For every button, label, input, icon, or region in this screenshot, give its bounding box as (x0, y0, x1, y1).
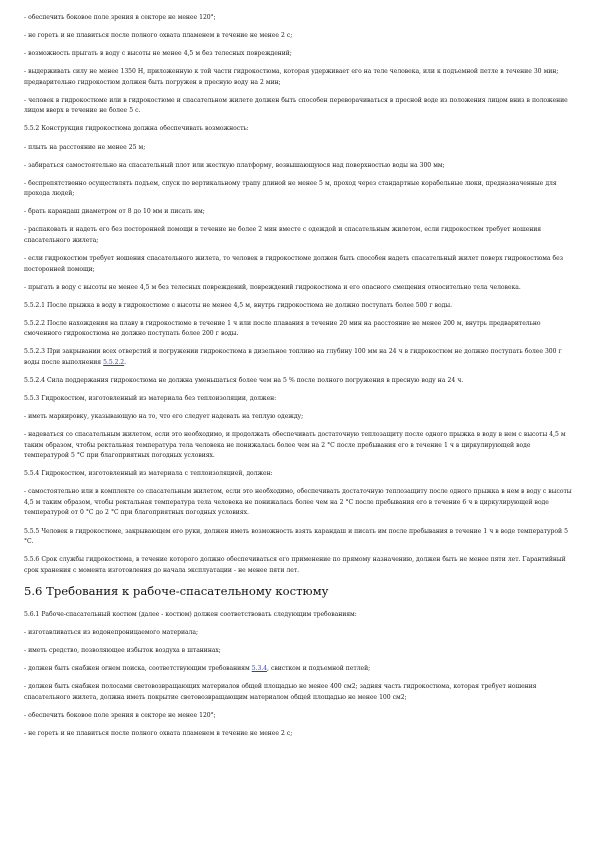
paragraph-text: - человек в гидрокостюме или в гидрокостюме и спасательном жилете должен быть способен переворачиваться в пресной воде из положения лицом вниз в положение лицом вверх в течение не более 5 с. (24, 96, 568, 115)
paragraph-text: - если гидрокостюм требует ношения спасательного жилета, то человек в гидрокостюме должен быть способен надеть спасательный жилет поверх гидрокостюма без посторонней помощи; (24, 255, 564, 273)
paragraph (24, 283, 572, 294)
paragraph-text: - не гореть и не плавиться после полного охвата пламенем в течение не менее 2 с; (24, 729, 293, 737)
paragraph-text: - беспрепятственно осуществлять подъем, спуск по вертикальному трапу длиной не менее 5 м, проход через стандартные корабельные люки, предназначенные для прохода людей; (24, 179, 557, 198)
paragraph (24, 664, 572, 675)
paragraph (24, 430, 572, 462)
paragraph-text: - обеспечить боковое поле зрения в секторе не менее 120°; (24, 711, 216, 719)
section-reference-link[interactable]: 5.5.2.2 (103, 358, 125, 366)
paragraph-text: - иметь маркировку, указывающую на то, что его следует надевать на теплую одежду; (24, 413, 304, 421)
paragraph-text: - забираться самостоятельно на спасательный плот или жесткую платформу, возвышающуюся над поверхностью воды на 300 мм; (24, 161, 445, 169)
paragraph-text: - обеспечить боковое поле зрения в секторе не менее 120°; (24, 14, 216, 21)
section-heading (24, 584, 572, 598)
paragraph (24, 347, 572, 368)
paragraph (24, 124, 572, 135)
paragraph (24, 254, 572, 275)
paragraph (24, 729, 572, 740)
paragraph (24, 161, 572, 172)
paragraph-text: 5.5.2.2 После нахождения на плаву в гидрокостюме в течение 1 ч или после плавания в течение 20 мин на расстояние не менее 200 м, внутрь предварительно смоченного гидрокостюма не должно поступать более 200 г воды. (24, 319, 541, 338)
paragraph-text-tail: . (124, 358, 127, 366)
paragraph-text: - должен быть снабжен полосами световозвращающих материалов общей площадью не менее 400 см2; задняя часть гидрокостюма, которая требует ношения спасательного жилета, должна иметь покрытие световозвращающим материалом общей площадью не менее 100 см2; (24, 683, 537, 701)
paragraph-text: - изготавливаться из водонепроницаемого материала; (24, 628, 198, 636)
paragraph-text: - плыть на расстояние не менее 25 м; (24, 143, 146, 151)
paragraph (24, 207, 572, 218)
paragraph-text: 5.5.4 Гидрокостюм, изготовленный из материала с теплоизоляцией, должен: (24, 470, 273, 478)
paragraph-text: 5.5.6 Срок службы гидрокостюма, в течение которого должно обеспечиваться его применение по прямому назначению, должен быть не менее пяти лет. Гарантийный срок хранения с момента изготовления до начала эксплуатации - не менее пяти лет. (24, 556, 566, 574)
paragraph-text: - распаковать и надеть его без посторонней помощи в течение не более 2 мин вместе с одеждой и спасательным жилетом, если гидрокостюм требует ношения спасательного жилета; (24, 226, 542, 244)
paragraph-text: 5.5.3 Гидрокостюм, изготовленный из материала без теплоизоляции, должен: (24, 395, 277, 403)
paragraph-text: 5.5.5 Человек в гидрокостюме, закрывающем его руки, должен иметь возможность взять карандаш и писать им после пребывания в течение 1 ч в воде температурой 5 °С. (24, 527, 568, 546)
paragraph (24, 628, 572, 639)
paragraph-text: - выдерживать силу не менее 1350 Н, приложенную к той части гидрокостюма, которая удерживает его на теле человека, или к подъемной петле в течение 30 мин; предварительно гидрокостюм должен быть погружен в пресную воду на 2 мин; (24, 68, 559, 86)
paragraph-text: 5.5.2.4 Сила поддержания гидрокостюма не должна уменьшаться более чем на 5 % после полного погружения в пресную воду на 24 ч. (24, 377, 464, 384)
paragraph (24, 67, 572, 88)
section-reference-link[interactable]: 5.3.4 (251, 665, 267, 673)
paragraph-text: 5.6.1 Рабоче-спасательный костюм (далее - костюм) должен соответствовать следующим требованиям: (24, 610, 357, 618)
paragraph (24, 376, 572, 387)
paragraph (24, 555, 572, 576)
paragraph-text: 5.5.2.1 После прыжка в воду в гидрокостюме с высоты не менее 4,5 м, внутрь гидрокостюма не должно поступать более 500 г воды. (24, 301, 452, 309)
paragraph (24, 469, 572, 480)
paragraph (24, 143, 572, 154)
paragraph-text: 5.5.2 Конструкция гидрокостюма должна обеспечивать возможность: (24, 125, 249, 133)
paragraph (24, 610, 572, 621)
paragraph (24, 711, 572, 722)
paragraph-text: - иметь средство, позволяющее избыток воздуха в штанинах; (24, 646, 221, 654)
paragraph (24, 96, 572, 117)
paragraph (24, 412, 572, 423)
paragraph-text: - надеваться со спасательным жилетом, если это необходимо, и продолжать обеспечивать достаточную теплозащиту после одного прыжка в воду в нем с высоты 4,5 м таким образом, чтобы ректальная температура тела человека не понижалась более чем на 2 °С после пребывания его в течение 1 ч в циркулирующей воде температурой 5 °С при благоприятных погодных условиях. (24, 431, 566, 460)
paragraph-text: - самостоятельно или в комплекте со спасательным жилетом, если это необходимо, обеспечивать достаточную теплозащиту после одного прыжка в нем в воду с высоты 4,5 м таким образом, чтобы ректальная температура тела человека не понижалась более чем на 2 °С после пребывания его в течение 6 ч в циркулирующей воде температурой от 0 °С до 2 °С при благоприятных погодных условиях. (24, 488, 572, 517)
paragraph-text: 5.6 Требования к рабоче-спасательному костюму (24, 583, 329, 598)
paragraph-text: - возможность прыгать в воду с высоты не менее 4,5 м без телесных повреждений; (24, 50, 292, 58)
paragraph (24, 31, 572, 42)
document-page (24, 0, 572, 747)
paragraph (24, 394, 572, 405)
paragraph-text: - брать карандаш диаметром от 8 до 10 мм и писать им; (24, 208, 205, 216)
paragraph-text-tail: , свистком и подъемной петлей; (267, 665, 371, 673)
paragraph (24, 646, 572, 657)
paragraph (24, 13, 572, 24)
paragraph-text: - не гореть и не плавиться после полного охвата пламенем в течение не менее 2 с; (24, 32, 293, 40)
paragraph (24, 319, 572, 340)
paragraph (24, 179, 572, 200)
paragraph (24, 49, 572, 60)
paragraph-text: - должен быть снабжен огнем поиска, соответствующим требованиям (24, 665, 252, 673)
paragraph (24, 487, 572, 519)
paragraph-text: - прыгать в воду с высоты не менее 4,5 м без телесных повреждений, повреждений гидрокостюма и его опасного смещения относительно тела человека. (24, 283, 521, 291)
paragraph (24, 225, 572, 246)
paragraph-text: 5.5.2.3 При закрывании всех отверстий и погружении гидрокостюма в дизельное топливо на глубину 100 мм на 24 ч в гидрокостюм не должно поступать более 300 г воды после выполнения (24, 348, 562, 366)
paragraph (24, 682, 572, 703)
paragraph (24, 301, 572, 312)
paragraph (24, 527, 572, 548)
